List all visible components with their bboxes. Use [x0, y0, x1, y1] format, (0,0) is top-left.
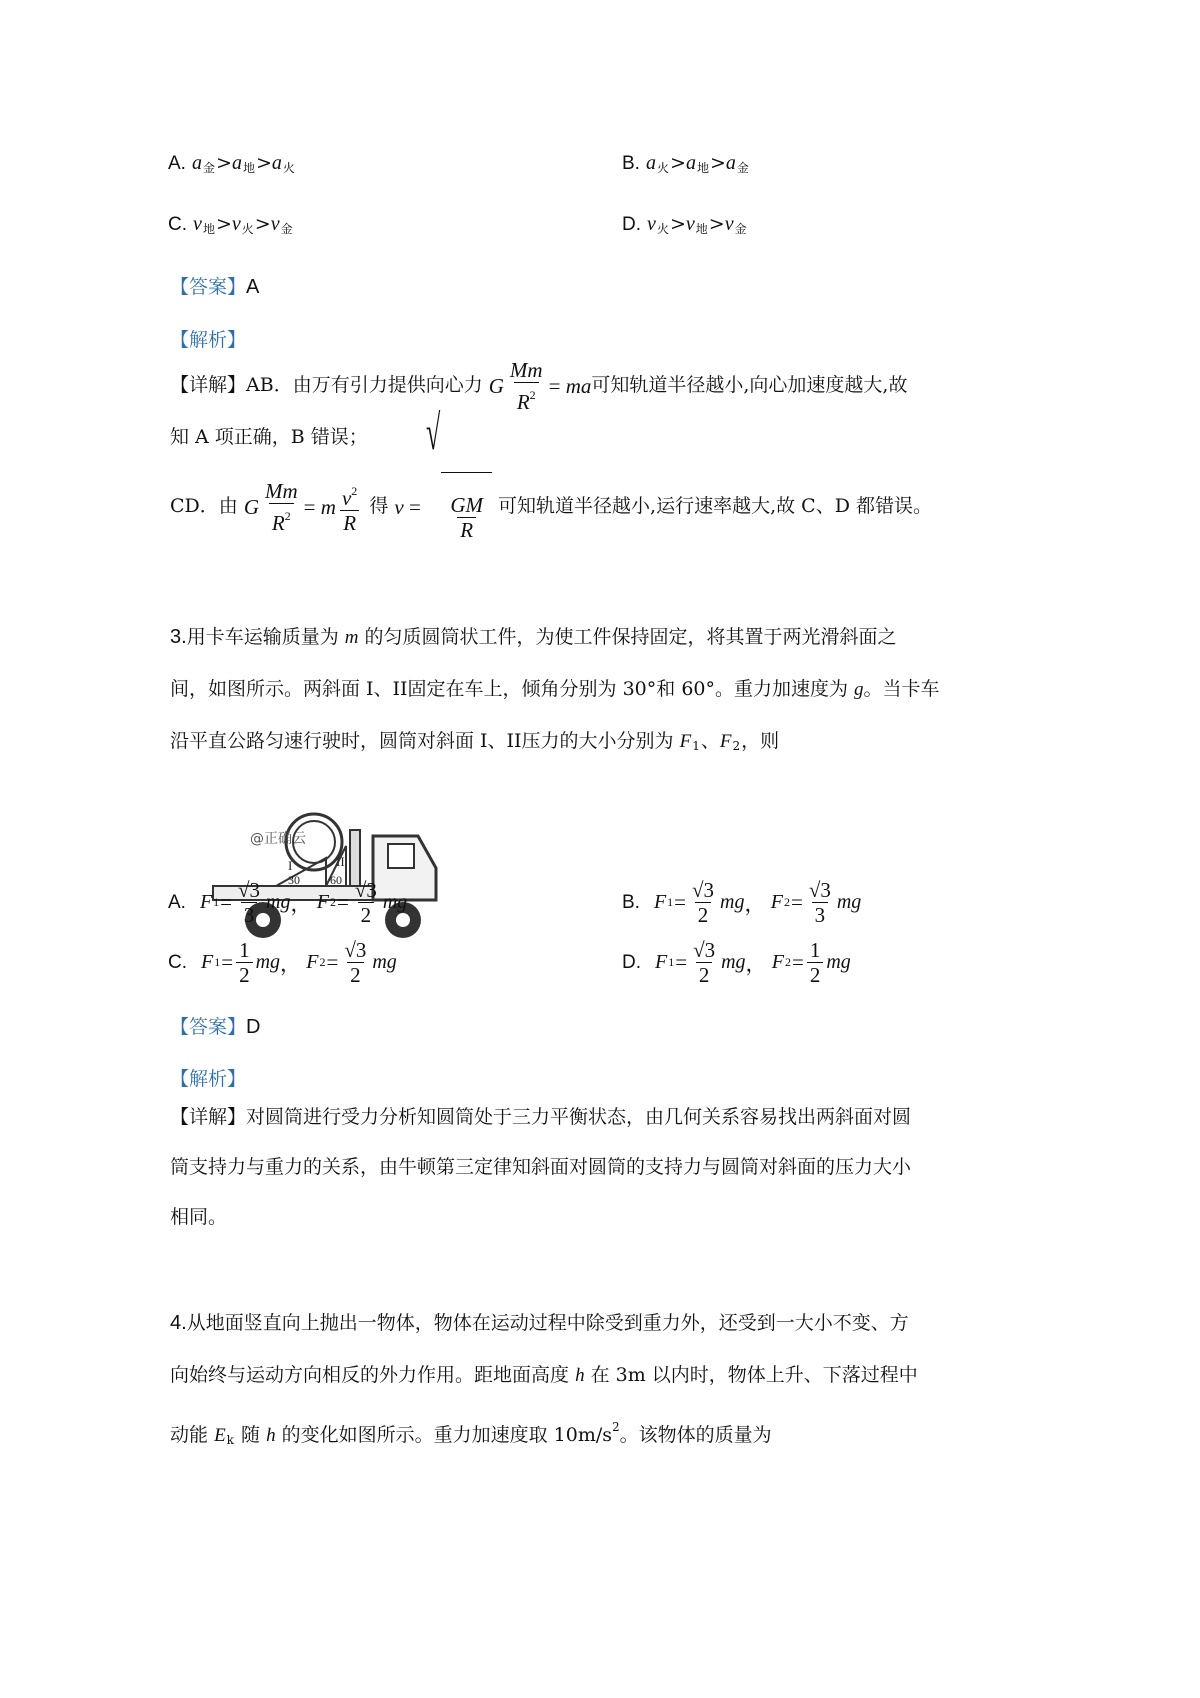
cab-window	[388, 844, 414, 868]
q3-stem-line2: 间，如图所示。两斜面 I、II固定在车上，倾角分别为 30°和 60°。重力加速度为 g。当卡车	[170, 678, 940, 700]
q4-stem-line1: 4.从地面竖直向上抛出一物体，物体在运动过程中除受到重力外，还受到一大小不变、方	[170, 1312, 909, 1334]
q3-answer: 【答案】D	[170, 1016, 261, 1038]
label-angle-30: 30	[288, 873, 300, 887]
formula-gravity-velocity: G $\frac{Mm}{R^2}$ = m $\frac{v^2}{R}$	[243, 479, 358, 535]
q3-option-c[interactable]: C. F 1 = $\frac{1}{2}$ mg ， F 2 = $\frac{√3}{2}$ mg	[168, 938, 397, 987]
q3-detail-line3: 相同。	[170, 1206, 228, 1228]
q2-option-a[interactable]: A. $a_金>a_地>a_火$	[168, 152, 295, 175]
q3-option-a[interactable]: A. F 1 = $\frac{√3}{3}$ mg ， F 2 = $\frac{√3}{2}$ mg	[168, 878, 408, 927]
q4-stem-line2: 向始终与运动方向相反的外力作用。距地面高度 h 在 3m 以内时，物体上升、下落过程中	[170, 1364, 918, 1386]
q2-detail-line3: CD．由 G $\frac{Mm}{R^2}$ = m $\frac{v^2}{R}$ 得 v = √ $\frac{GM}{R}$ 可知轨道半径越小,运行速率越大,故 C、D 都错误。	[170, 405, 932, 542]
q2-analysis-tag: 【解析】	[170, 329, 247, 351]
q2-option-b[interactable]: B. $a_火>a_地>a_金$	[622, 152, 749, 175]
label-incline-I: I	[288, 858, 293, 873]
formula-velocity-sqrt: v = √ $\frac{GM}{R}$	[394, 472, 492, 542]
q3-analysis-tag: 【解析】	[170, 1068, 247, 1090]
q2-answer: 【答案】A	[170, 276, 260, 298]
q4-stem-line3: 动能 $E_k$ 随 h 的变化如图所示。重力加速度取 $10m/s^2$。该物体的质量为	[170, 1420, 772, 1447]
q3-stem-line1: 3.用卡车运输质量为 m 的匀质圆筒状工件，为使工件保持固定，将其置于两光滑斜面之	[170, 626, 897, 648]
q3-detail-line2: 筒支持力与重力的关系，由牛顿第三定律知斜面对圆筒的支持力与圆筒对斜面的压力大小	[170, 1156, 912, 1178]
label-angle-60: 60	[330, 873, 342, 887]
q2-detail-line2: 知 A 项正确，B 错误；	[170, 426, 368, 448]
q3-stem-line3: 沿平直公路匀速行驶时，圆筒对斜面 I、II压力的大小分别为 $F_1$、$F_2$，则	[170, 730, 780, 753]
label-incline-II: II	[336, 854, 345, 869]
formula-gravity-ma: G $\frac{Mm}{R^2}$ = ma	[488, 358, 592, 414]
q3-detail-line1: 【详解】对圆筒进行受力分析知圆筒处于三力平衡状态，由几何关系容易找出两斜面对圆	[170, 1106, 912, 1128]
q2-option-d[interactable]: D. $v_火>v_地>v_金$	[622, 213, 747, 236]
q3-option-d[interactable]: D. F 1 = $\frac{√3}{2}$ mg ， F 2 = $\frac{1}{2}$ mg	[622, 938, 851, 987]
q2-detail-line1: 【详解】AB．由万有引力提供向心力 G $\frac{Mm}{R^2}$ = ma 可知轨道半径越小,向心加速度越大,故	[170, 358, 908, 414]
q3-option-b[interactable]: B. F 1 = $\frac{√3}{2}$ mg ， F 2 = $\frac{√3}{3}$ mg	[622, 878, 862, 927]
figure-watermark: @正确云	[250, 831, 306, 847]
q2-option-c[interactable]: C. $v_地>v_火>v_金$	[168, 213, 293, 236]
